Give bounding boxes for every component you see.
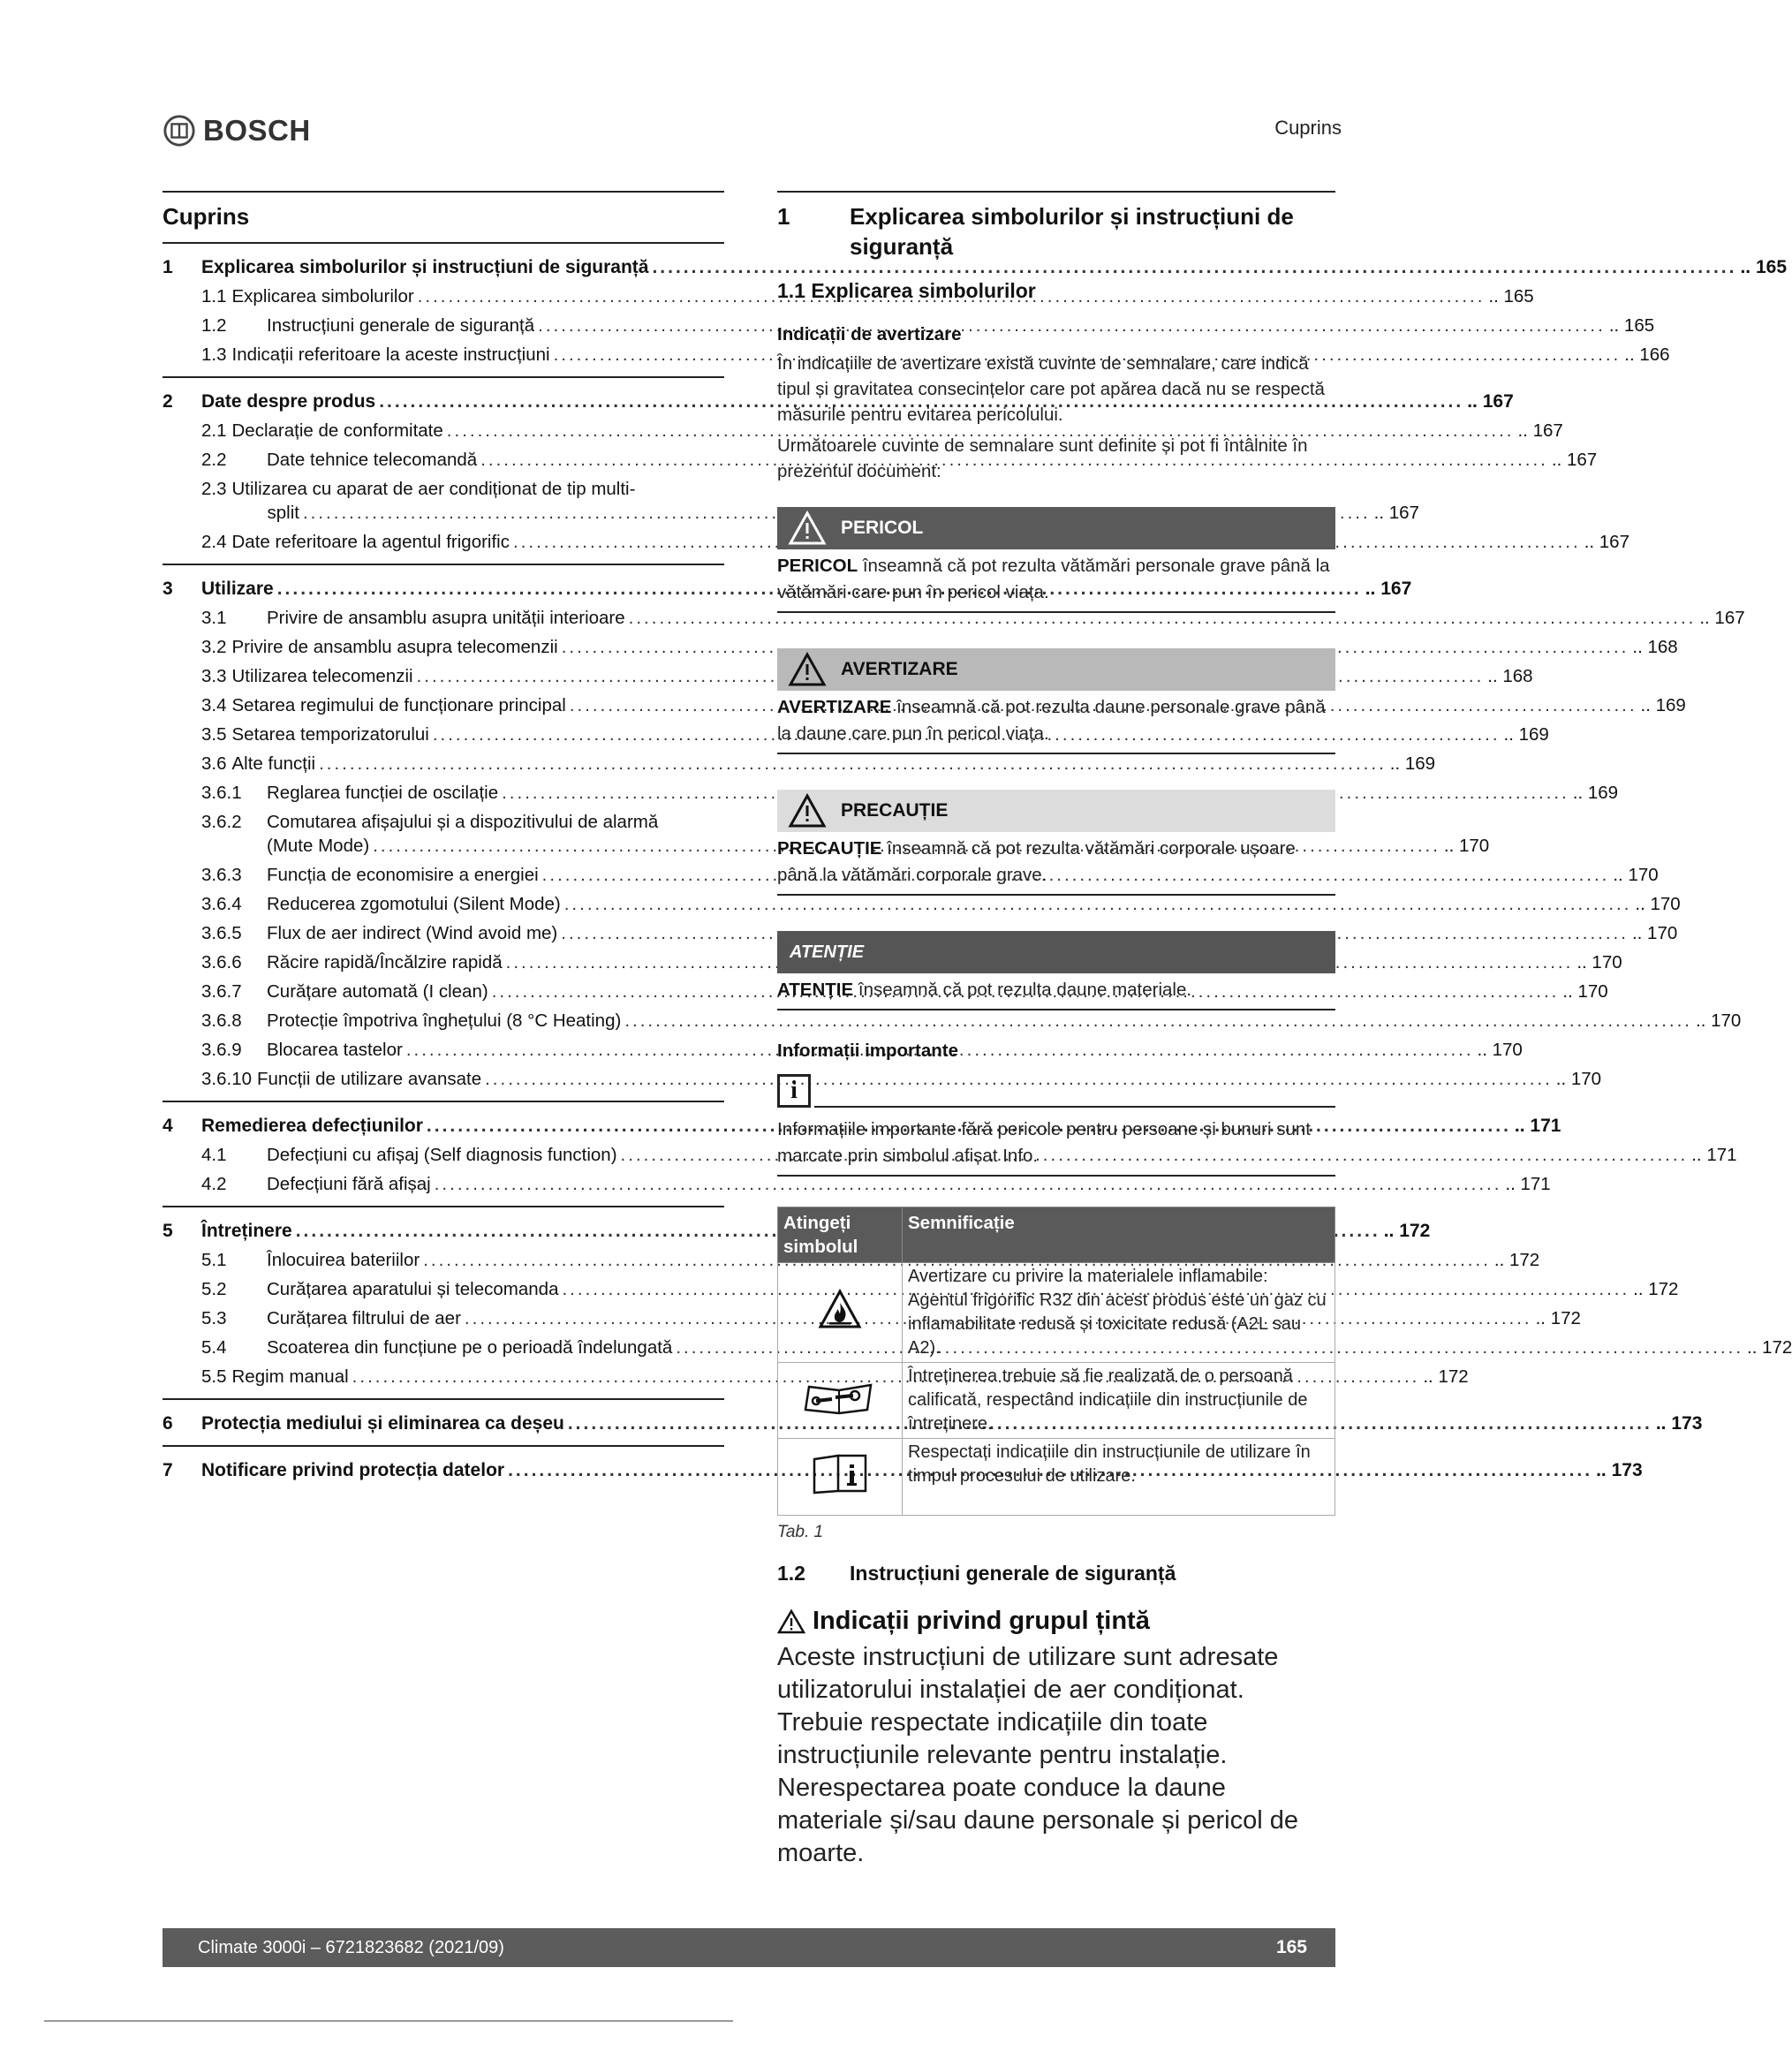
- toc-subentry-label: Defecțiuni cu afișaj (Self diagnosis function): [267, 1145, 617, 1165]
- toc-subentry-number: 5.2: [201, 1279, 227, 1299]
- page-footer: [163, 1928, 1335, 1967]
- toc-subentry[interactable]: [163, 282, 1534, 311]
- toc-subentry[interactable]: [163, 632, 1678, 662]
- toc-subentry-number: 3.6.9: [201, 1040, 242, 1060]
- toc-entry-label: Întreținere: [201, 1221, 292, 1241]
- toc-subentry[interactable]: [163, 1333, 1792, 1362]
- toc-subentry-number: 3.6.8: [201, 1010, 242, 1031]
- toc-title: Cuprins: [163, 191, 724, 244]
- toc-subentry-page: .. 169: [1640, 695, 1686, 715]
- toc-subentry-label: Setarea regimului de funcționare principal: [231, 695, 566, 715]
- notice-bar: [777, 931, 1335, 973]
- toc-entry[interactable]: [163, 387, 1514, 416]
- toc-subentry-page: .. 167: [1551, 450, 1598, 470]
- toc-subentry-page: .. 168: [1632, 637, 1678, 657]
- warning-triangle-icon: [788, 511, 827, 546]
- toc-entry-page: .. 167: [1365, 579, 1412, 599]
- toc-subentry-page: .. 170: [1443, 836, 1490, 856]
- toc-subentry-label: Curățare automată (I clean): [267, 981, 488, 1002]
- warning-bar: [777, 648, 1335, 691]
- toc-subentry-label-cont: (Mute Mode): [267, 836, 370, 856]
- toc-subentry-label: Blocarea tastelor: [267, 1040, 403, 1060]
- caution-desc: înseamnă că pot rezulta vătămări corporale ușoare până la vătămări corporale grave.: [777, 838, 1296, 885]
- toc-subentry-number: 3.6.6: [201, 952, 242, 972]
- toc-subentry[interactable]: [163, 416, 1563, 445]
- table-row: [778, 1363, 1335, 1439]
- toc-subentry-number: 5.4: [201, 1337, 227, 1358]
- toc-entry-page: .. 172: [1383, 1221, 1431, 1241]
- toc-subentry-page: .. 165: [1608, 315, 1655, 336]
- toc-subentry[interactable]: [163, 1064, 1602, 1094]
- toc-subentry-label: Comutarea afișajului și a dispozitivului de alarmă: [267, 812, 659, 832]
- section-1-2-heading: [777, 1562, 1335, 1585]
- toc-subentry-label: Înlocuirea bateriilor: [267, 1250, 420, 1270]
- toc-subentry-label: Utilizarea telecomenzii: [231, 666, 413, 686]
- toc-subentry-label-cont: split: [267, 503, 299, 523]
- symbol-table: [777, 1207, 1335, 1516]
- toc-subentry-number: 5.3: [201, 1308, 227, 1328]
- info-text: Informațiile importante fără pericole pentru persoane și bunuri sunt marcate prin simbolul afișat Info.: [777, 1113, 1335, 1177]
- toc-subentry[interactable]: [163, 1362, 1469, 1391]
- toc-subentry-page: .. 167: [1584, 532, 1629, 552]
- toc-subentry-page: .. 170: [1613, 865, 1659, 885]
- toc-entry-page: .. 173: [1655, 1413, 1703, 1434]
- notice-text: [777, 973, 1335, 1010]
- toc-subentry[interactable]: [163, 1275, 1679, 1304]
- toc-subentry-page: .. 172: [1633, 1279, 1679, 1299]
- toc-subentry[interactable]: [163, 340, 1670, 369]
- toc-entry-page: .. 171: [1514, 1116, 1561, 1136]
- notice-label: ATENȚIE: [790, 942, 865, 962]
- table-row: [778, 1439, 1335, 1516]
- toc-entry-page: .. 165: [1740, 257, 1788, 277]
- warning-desc: înseamnă că pot rezulta daune personale grave până la daune care pun în pericol viața.: [777, 697, 1326, 744]
- toc-subentry-label: Date referitoare la agentul frigorific: [231, 532, 510, 552]
- info-box: [777, 1074, 1335, 1108]
- toc-subentry-label: Funcții de utilizare avansate: [257, 1069, 482, 1089]
- toc-subentry-page: .. 167: [1517, 420, 1563, 441]
- toc-subentry-page: .. 171: [1505, 1174, 1551, 1194]
- toc-subentry-label: Privire de ansamblu asupra unității interioare: [267, 608, 625, 628]
- toc-subentry-label: Instrucțiuni generale de siguranță: [267, 315, 535, 336]
- table-header-symbol: Atingeți simbolul: [778, 1207, 903, 1263]
- brand-name: BOSCH: [203, 114, 311, 147]
- symbol-cell: [778, 1439, 903, 1516]
- operating-manual-icon: [812, 1452, 868, 1495]
- toc-subentry-label: Privire de ansamblu asupra telecomenzii: [231, 637, 558, 657]
- toc-subentry-number: 3.6.7: [201, 981, 242, 1002]
- toc-entry[interactable]: [163, 253, 1788, 282]
- warnings-heading: Indicații de avertizare: [777, 324, 962, 344]
- danger-bar: [777, 507, 1335, 549]
- toc-subentry[interactable]: [163, 889, 1681, 919]
- toc-entry-label: Explicarea simbolurilor și instrucțiuni de siguranță: [201, 257, 649, 277]
- table-caption: Tab. 1: [777, 1523, 824, 1541]
- toc-subentry-number: 3.6.10: [201, 1069, 252, 1089]
- toc-entry-number: 5: [163, 1221, 173, 1241]
- meaning-cell: Respectați indicațiile din instrucțiunile de utilizare în timpul procesului de utilizare.: [903, 1439, 1335, 1516]
- toc-subentry-page: .. 170: [1477, 1040, 1523, 1060]
- toc-subentry-number: 3.6: [201, 753, 227, 774]
- toc-subentry-page: .. 170: [1562, 981, 1608, 1002]
- toc-entry-number: 1: [163, 257, 173, 277]
- warning-triangle-icon: [788, 652, 827, 687]
- toc-subentry-number: 3.4: [201, 695, 227, 715]
- toc-subentry-number: 5.1: [201, 1250, 227, 1270]
- toc-subentry-page: .. 169: [1572, 783, 1619, 803]
- toc-subentry-page: .. 170: [1577, 952, 1622, 972]
- toc-subentry-number: 3.6.5: [201, 923, 242, 943]
- toc-subentry-number: 3.2: [201, 637, 227, 657]
- target-group-text: Aceste instrucțiuni de utilizare sunt adresate utilizatorului instalației de aer condiționat. Trebuie respectate indicațiile din toate instrucțiunile relevante pentru instalație. Nerespectarea poate conduce la daune materiale și/sau daune personale și pericol de moarte.: [777, 1643, 1299, 1867]
- toc-subentry[interactable]: [163, 749, 1436, 778]
- toc-subentry-page: .. 167: [1373, 503, 1419, 523]
- toc-subentry[interactable]: [163, 1245, 1540, 1275]
- divider: [814, 1106, 1335, 1108]
- toc-subentry-label: Protecție împotriva înghețului (8 °C Heating): [267, 1010, 622, 1031]
- toc-subentry-page: .. 170: [1631, 923, 1678, 943]
- section-title: Instrucțiuni generale de siguranță: [850, 1562, 1176, 1585]
- service-manual-icon: [802, 1378, 878, 1417]
- important-info-heading: Informații importante: [777, 1041, 959, 1061]
- notice-word: ATENȚIE: [777, 980, 854, 1000]
- toc-subentry-number: 2.2: [201, 450, 227, 470]
- meaning-cell: Întreținerea trebuie să fie realizată de o persoană calificată, respectând indicațiile din instrucțiunile de întreținere.: [903, 1363, 1335, 1439]
- notice-desc: înseamnă că pot rezulta daune materiale.: [853, 980, 1192, 1000]
- toc-subentry[interactable]: [163, 1006, 1742, 1035]
- toc-entry-number: 6: [163, 1413, 173, 1434]
- toc-subentry-page: .. 165: [1488, 286, 1534, 306]
- toc-subentry-page: .. 172: [1493, 1250, 1540, 1270]
- toc-subentry-label: Scoaterea din funcțiune pe o perioadă îndelungată: [267, 1337, 673, 1358]
- danger-word: PERICOL: [777, 556, 858, 576]
- toc-subentry-page: .. 170: [1635, 894, 1681, 914]
- toc-subentry[interactable]: [163, 919, 1678, 948]
- toc-subentry[interactable]: [163, 1304, 1581, 1333]
- toc-subentry-number: 2.4: [201, 532, 227, 552]
- toc-subentry-number: 1.3: [201, 344, 227, 365]
- document-id: Climate 3000i – 6721823682 (2021/09): [198, 1937, 504, 1957]
- toc-entry-number: 7: [163, 1460, 173, 1480]
- toc-subentry-number: 3.6.1: [201, 783, 242, 803]
- toc-subentry-page: .. 166: [1624, 344, 1670, 365]
- toc-subentry-label: Răcire rapidă/Încălzire rapidă: [267, 952, 503, 972]
- content-column: [777, 191, 1335, 1870]
- toc-subentry-label: Curățarea filtrului de aer: [267, 1308, 461, 1328]
- caution-bar: [777, 790, 1335, 832]
- toc-subentry-page: .. 168: [1487, 666, 1533, 686]
- toc-subentry-page: .. 167: [1699, 608, 1745, 628]
- toc-subentry-label: Utilizarea cu aparat de aer condiționat de tip multi-: [231, 479, 636, 499]
- toc-entry-number: 3: [163, 579, 173, 599]
- table-row: [778, 1263, 1335, 1363]
- toc-subentry-label: Curățarea aparatului și telecomanda: [267, 1279, 559, 1299]
- toc-entry[interactable]: [163, 1111, 1561, 1140]
- toc-subentry-number: 1.1: [201, 286, 227, 306]
- caution-word: PRECAUȚIE: [777, 838, 882, 859]
- toc-subentry-number: 3.5: [201, 724, 227, 745]
- toc-subentry-page: .. 172: [1423, 1366, 1469, 1387]
- toc-subentry-page: .. 169: [1503, 724, 1549, 745]
- warning-triangle-icon: [777, 1609, 805, 1634]
- toc-subentry-number: 5.5: [201, 1366, 227, 1387]
- toc-subentry-label: Flux de aer indirect (Wind avoid me): [267, 923, 558, 943]
- section-title: Explicarea simbolurilor și instrucțiuni de siguranță: [850, 203, 1294, 260]
- toc-subentry[interactable]: [163, 1169, 1551, 1199]
- warning-word: AVERTIZARE: [777, 697, 892, 717]
- target-group-heading: [777, 1607, 1335, 1636]
- toc-subentry-label: Funcția de economisire a energiei: [267, 865, 539, 885]
- signal-words-intro: Următoarele cuvinte de semnalare sunt definite și pot fi întâlnite în prezentul document:: [777, 435, 1308, 481]
- toc-subentry[interactable]: [163, 474, 1419, 527]
- danger-label: PERICOL: [841, 518, 924, 538]
- warning-triangle-icon: [788, 793, 827, 829]
- toc-entry-page: .. 167: [1467, 391, 1514, 412]
- toc-subentry-number: 3.3: [201, 666, 227, 686]
- toc-subentry-label: Defecțiuni fără afișaj: [267, 1174, 431, 1194]
- page-number: 165: [1275, 1937, 1307, 1957]
- target-group-title: Indicații privind grupul țintă: [813, 1607, 1150, 1635]
- toc-subentry-page: .. 172: [1535, 1308, 1581, 1328]
- symbol-cell: [778, 1263, 903, 1363]
- toc-subentry-number: 3.6.4: [201, 894, 242, 914]
- section-number: 1.2: [777, 1562, 805, 1585]
- bosch-logo: [163, 113, 311, 148]
- caution-label: PRECAUȚIE: [841, 800, 949, 821]
- toc-subentry-number: 3.6.3: [201, 865, 242, 885]
- danger-desc: înseamnă că pot rezulta vătămări personale grave până la vătămări care pun în pericol viața.: [777, 556, 1330, 602]
- toc-subentry-number: 3.1: [201, 608, 227, 628]
- running-header: Cuprins: [1274, 117, 1342, 139]
- danger-text: [777, 549, 1335, 613]
- toc-entry-page: .. 173: [1596, 1460, 1643, 1480]
- warning-label: AVERTIZARE: [841, 659, 958, 679]
- toc-subentry-label: Regim manual: [231, 1366, 349, 1387]
- warnings-intro: În indicațiile de avertizare există cuvinte de semnalare, care indică tipul și gravitatea consecințelor care pot apărea dacă nu se respectă măsurile pentru evitarea pericolului.: [777, 353, 1325, 425]
- section-number: 1: [777, 203, 790, 230]
- bosch-armature-icon: [163, 114, 196, 148]
- toc-entry-label: Date despre produs: [201, 391, 376, 412]
- symbol-cell: [778, 1363, 903, 1439]
- subsection-heading: 1.1 Explicarea simbolurilor: [777, 279, 1036, 302]
- section-1-heading: [777, 191, 1335, 261]
- toc-subentry-page: .. 170: [1555, 1069, 1602, 1089]
- toc-subentry-number: 4.2: [201, 1174, 227, 1194]
- toc-entry-label: Utilizare: [201, 579, 274, 599]
- toc-subentry-page: .. 170: [1696, 1010, 1742, 1031]
- toc-entry-label: Protecția mediului și eliminarea ca deșeu: [201, 1413, 564, 1434]
- toc-subentry-number: 4.1: [201, 1145, 227, 1165]
- toc-subentry-label: Indicații referitoare la aceste instrucțiuni: [231, 344, 550, 365]
- scan-edge-line: [44, 2020, 733, 2022]
- toc-subentry-label: Reglarea funcției de oscilație: [267, 783, 499, 803]
- toc-subentry-label: Reducerea zgomotului (Silent Mode): [267, 894, 561, 914]
- toc-subentry-label: Declarație de conformitate: [231, 420, 443, 441]
- flammable-warning-icon: [818, 1289, 862, 1329]
- toc-subentry-number: 2.3: [201, 479, 227, 499]
- info-icon: i: [777, 1074, 811, 1108]
- toc-subentry-label: Explicarea simbolurilor: [231, 286, 414, 306]
- toc-subentry-label: Setarea temporizatorului: [231, 724, 429, 745]
- toc-subentry[interactable]: [163, 603, 1745, 632]
- toc-subentry-page: .. 171: [1691, 1145, 1737, 1165]
- warning-text: [777, 691, 1335, 754]
- toc-entry-number: 4: [163, 1116, 173, 1136]
- toc-subentry-label: Alte funcții: [231, 753, 316, 774]
- toc-entry-number: 2: [163, 391, 173, 412]
- toc-subentry-page: .. 169: [1389, 753, 1436, 774]
- toc-subentry-number: 1.2: [201, 315, 227, 336]
- toc-subentry-number: 2.1: [201, 420, 227, 441]
- toc-entry-label: Remedierea defecțiunilor: [201, 1116, 423, 1136]
- toc-subentry-page: .. 172: [1747, 1337, 1792, 1358]
- toc-subentry-number: 3.6.2: [201, 812, 242, 832]
- table-header-meaning: Semnificație: [903, 1207, 1335, 1263]
- toc-subentry-label: Date tehnice telecomandă: [267, 450, 478, 470]
- toc-entry-label: Notificare privind protecția datelor: [201, 1460, 505, 1480]
- meaning-cell: Avertizare cu privire la materialele inflamabile: Agentul frigorific R32 din acest produs este un gaz cu inflamabilitate redusă și toxicitate redusă (A2L sau A2).: [903, 1263, 1335, 1363]
- toc-subentry[interactable]: [163, 778, 1619, 807]
- toc-entry[interactable]: [163, 1409, 1703, 1438]
- caution-text: [777, 832, 1335, 896]
